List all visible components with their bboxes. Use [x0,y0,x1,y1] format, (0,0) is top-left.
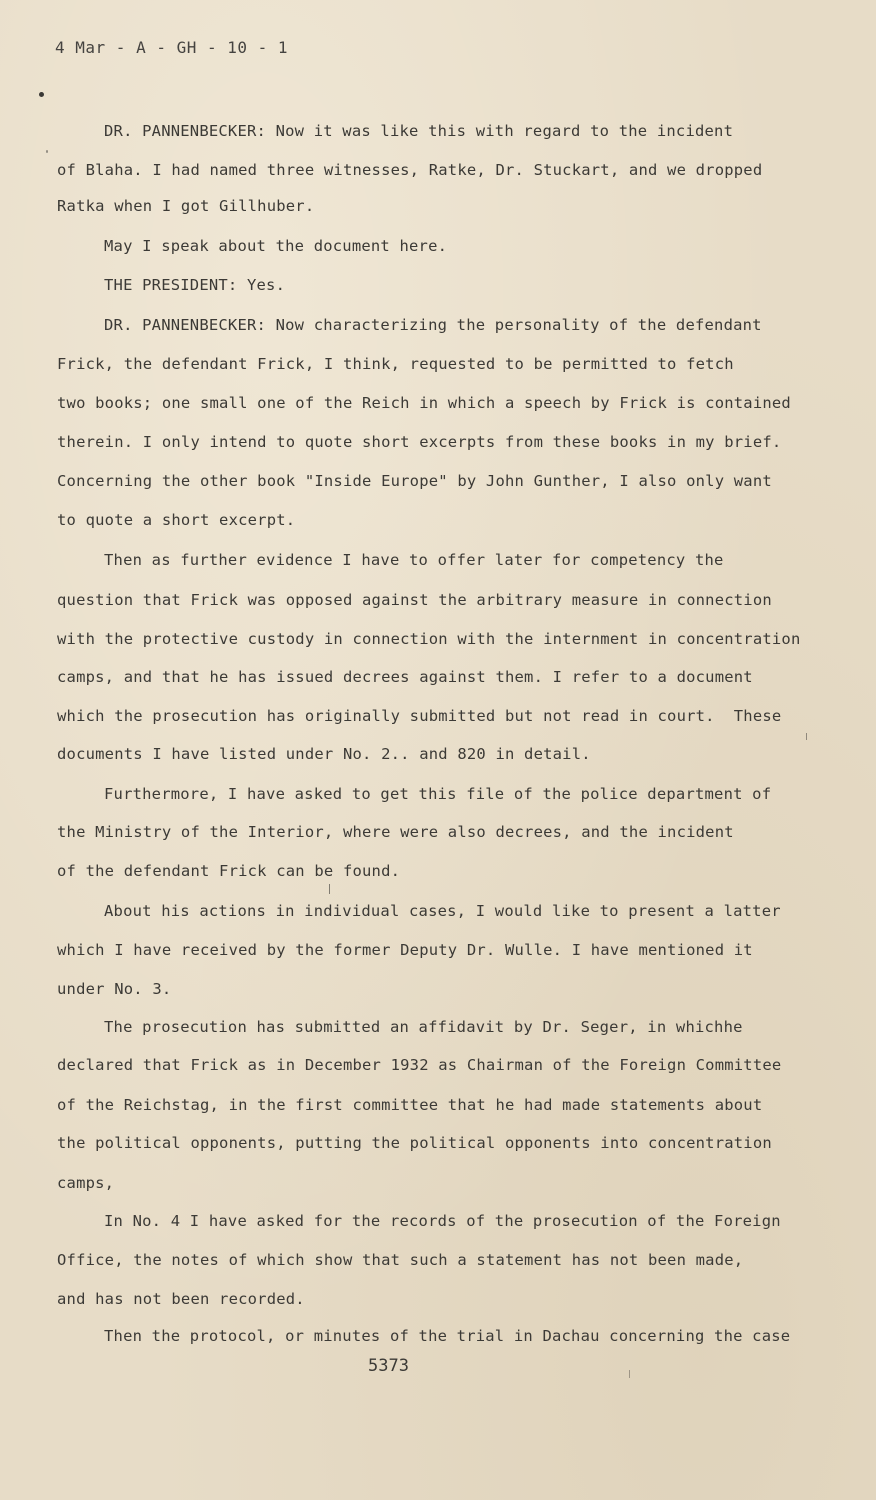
page-header: 4 Mar - A - GH - 10 - 1 [55,38,289,57]
text-line: Office, the notes of which show that such a statement has not been made, [57,1251,744,1269]
text-line: Furthermore, I have asked to get this file of the police department of [104,785,772,803]
text-line: The prosecution has submitted an affidavit by Dr. Seger, in whichhe [104,1018,743,1036]
text-line: two books; one small one of the Reich in which a speech by Frick is contained [57,394,791,412]
text-line: which the prosecution has originally submitted but not read in court. These [57,707,782,725]
text-line: declared that Frick as in December 1932 as Chairman of the Foreign Committee [57,1056,782,1074]
text-line: with the protective custody in connection with the internment in concentration [57,630,801,648]
text-line: DR. PANNENBECKER: Now characterizing the personality of the defendant [104,316,762,334]
text-line: In No. 4 I have asked for the records of the prosecution of the Foreign [104,1212,781,1230]
text-line: THE PRESIDENT: Yes. [104,276,286,294]
text-line: May I speak about the document here. [104,237,448,255]
text-line: documents I have listed under No. 2.. and 820 in detail. [57,745,591,763]
text-line: camps, and that he has issued decrees against them. I refer to a document [57,668,753,686]
text-line: the political opponents, putting the political opponents into concentration [57,1134,772,1152]
text-line: question that Frick was opposed against the arbitrary measure in connection [57,591,772,609]
text-line: under No. 3. [57,980,172,998]
text-line: to quote a short excerpt. [57,511,296,529]
text-line: which I have received by the former Deputy Dr. Wulle. I have mentioned it [57,941,753,959]
text-line: Frick, the defendant Frick, I think, requested to be permitted to fetch [57,355,734,373]
text-line: About his actions in individual cases, I would like to present a latter [104,902,781,920]
ink-speck [46,150,48,153]
text-line: Then the protocol, or minutes of the trial in Dachau concerning the case [104,1327,791,1345]
ink-speck [806,733,807,740]
page-number: 5373 [368,1356,409,1376]
text-line: Then as further evidence I have to offer later for competency the [104,551,724,569]
ink-speck [629,1370,630,1378]
text-line: of Blaha. I had named three witnesses, Ratke, Dr. Stuckart, and we dropped [57,161,763,179]
text-line: DR. PANNENBECKER: Now it was like this with regard to the incident [104,122,734,140]
ink-speck [329,884,330,894]
text-line: of the Reichstag, in the first committee that he had made statements about [57,1096,763,1114]
text-line: of the defendant Frick can be found. [57,862,401,880]
text-line: therein. I only intend to quote short excerpts from these books in my brief. [57,433,782,451]
text-line: Concerning the other book "Inside Europe" by John Gunther, I also only want [57,472,772,490]
text-line: camps, [57,1174,115,1192]
text-line: and has not been recorded. [57,1290,305,1308]
ink-speck [39,92,44,97]
text-line: Ratka when I got Gillhuber. [57,197,315,215]
text-line: the Ministry of the Interior, where were also decrees, and the incident [57,823,734,841]
